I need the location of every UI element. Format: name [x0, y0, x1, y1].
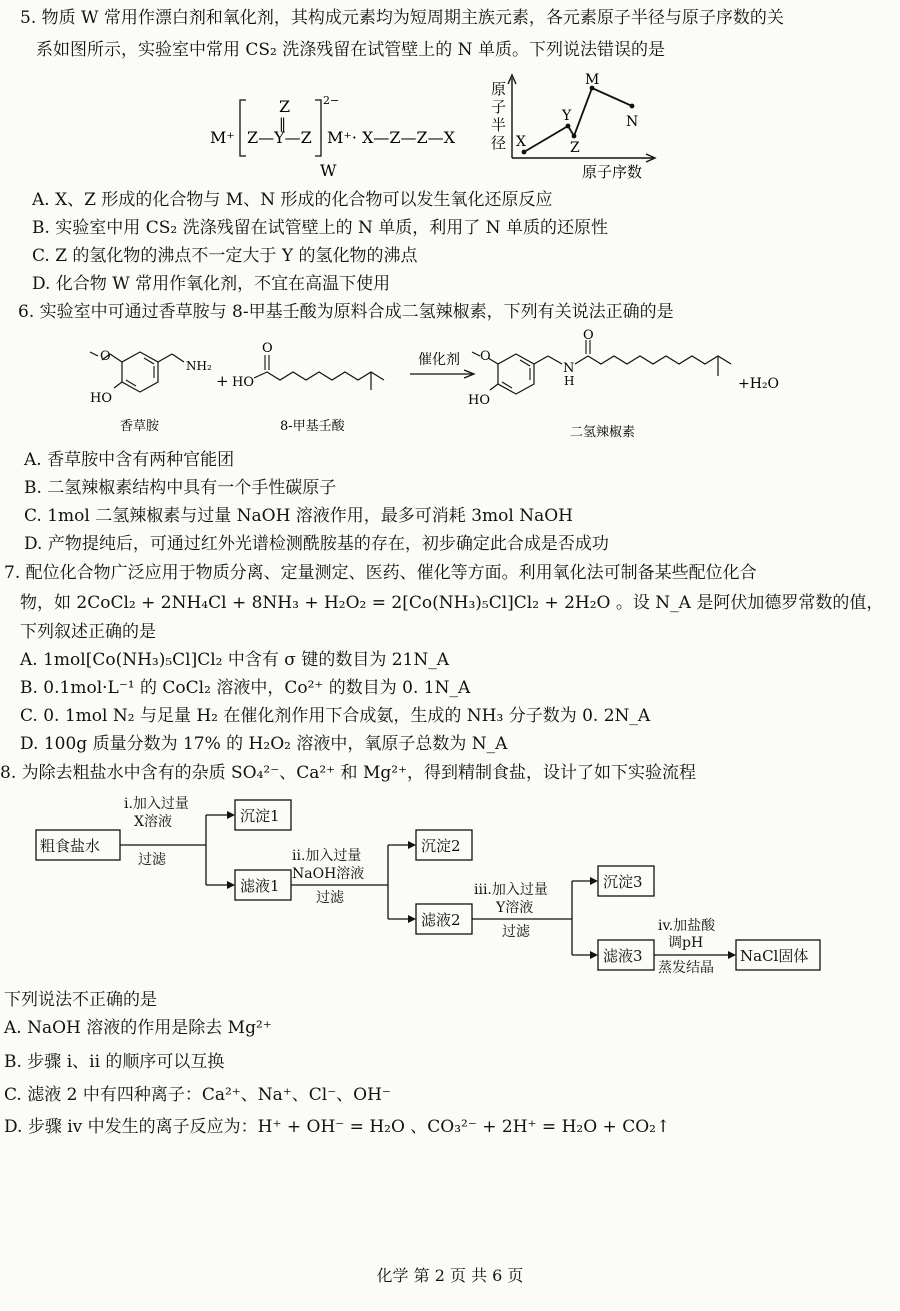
q5-point-y: Y [562, 108, 572, 124]
q5-stem-line2: 系如图所示，实验室中常用 CS₂ 洗涤残留在试管壁上的 N 单质。下列说法错误的是 [36, 40, 665, 60]
q5-point-m: M [585, 72, 600, 88]
flow-step2-b: NaOH溶液 [292, 866, 365, 882]
q5-charge: 2− [323, 94, 340, 107]
q5-graph-xlabel: 原子序数 [582, 163, 643, 181]
q6-o-2: O [583, 328, 594, 343]
flow-precipitate-1: 沉淀1 [240, 807, 280, 825]
q8-option-d: D. 步骤 iv 中发生的离子反应为：H⁺ + OH⁻ = H₂O 、CO₃²⁻ + 2H⁺ = H₂O + CO₂↑ [4, 1117, 671, 1137]
q6-ho-2: HO [232, 375, 254, 390]
q7-option-b: B. 0.1mol·L⁻¹ 的 CoCl₂ 溶液中，Co²⁺ 的数目为 0. 1N_A [20, 678, 471, 698]
q5-graph-ylabel-2: 子 [491, 98, 507, 116]
flow-step1-b: X溶液 [134, 814, 172, 830]
q5-option-d: D. 化合物 W 常用作氧化剂，不宜在高温下使用 [32, 274, 391, 294]
q7-stem-line3: 下列叙述正确的是 [20, 622, 156, 642]
q6-water: +H₂O [738, 376, 780, 392]
q6-label-product: 二氢辣椒素 [570, 425, 636, 440]
q5-w-structure [210, 86, 470, 181]
flow-step1-c: 过滤 [138, 852, 166, 868]
q5-m-plus-2: M⁺· [327, 128, 357, 147]
flow-filtrate-1: 滤液1 [240, 877, 280, 895]
flow-step2-a: ii.加入过量 [292, 848, 362, 864]
q6-catalyst: 催化剂 [418, 352, 460, 368]
q6-ho-1: HO [90, 391, 112, 406]
page-footer: 化学 第 2 页 共 6 页 [376, 1266, 524, 1285]
methylnonanoic-acid-structure [232, 341, 384, 390]
q6-option-b: B. 二氢辣椒素结构中具有一个手性碳原子 [24, 478, 337, 498]
q7-option-d: D. 100g 质量分数为 17% 的 H₂O₂ 溶液中，氧原子总数为 N_A [20, 734, 508, 754]
q5-graph-ylabel-1: 原 [491, 80, 507, 98]
q8-question: 下列说法不正确的是 [4, 990, 157, 1010]
q7-stem-line1: 7. 配位化合物广泛应用于物质分离、定量测定、医药、催化等方面。利用氧化法可制备某些配位化合 [4, 563, 757, 583]
q5-option-c: C. Z 的氢化物的沸点不一定大于 Y 的氢化物的沸点 [32, 246, 418, 266]
q6-plus: + [216, 372, 229, 390]
q5-graph-ylabel-4: 径 [491, 134, 507, 152]
q5-radius-graph [488, 70, 663, 185]
flow-filtrate-2: 滤液2 [421, 911, 461, 929]
q6-nh-h: H [564, 374, 575, 388]
flow-step3-b: Y溶液 [496, 900, 534, 916]
q8-option-b: B. 步骤 i、ii 的顺序可以互换 [4, 1052, 225, 1072]
flow-step4-a: iv.加盐酸 [658, 918, 716, 934]
q6-option-a: A. 香草胺中含有两种官能团 [24, 450, 235, 470]
q6-o-1: O [262, 341, 273, 356]
q6-option-d: D. 产物提纯后，可通过红外光谱检测酰胺基的存在，初步确定此合成是否成功 [24, 534, 609, 554]
flow-step4-b: 调pH [668, 935, 704, 951]
q8-stem: 8. 为除去粗盐水中含有的杂质 SO₄²⁻、Ca²⁺ 和 Mg²⁺，得到精制食盐，设计了如下实验流程 [0, 763, 697, 783]
q6-nh-n: N [563, 361, 575, 376]
flow-step2-c: 过滤 [316, 890, 344, 906]
flow-precipitate-2: 沉淀2 [421, 837, 461, 855]
q5-option-a: A. X、Z 形成的化合物与 M、N 形成的化合物可以发生氧化还原反应 [32, 190, 553, 210]
flow-filtrate-3: 滤液3 [603, 947, 643, 965]
q6-stem: 6. 实验室中可通过香草胺与 8-甲基壬酸为原料合成二氢辣椒素，下列有关说法正确的是 [18, 302, 674, 322]
q7-stem-line2: 物，如 2CoCl₂ + 2NH₄Cl + 8NH₃ + H₂O₂ = 2[Co(NH₃)₅Cl]Cl₂ + 2H₂O 。设 N_A 是阿伏加德罗常数的值， [20, 593, 884, 613]
vanillylamine-structure [90, 349, 212, 406]
q6-label-acid: 8-甲基壬酸 [280, 419, 345, 434]
q6-ho-3: HO [468, 393, 490, 408]
q8-option-c: C. 滤液 2 中有四种离子：Ca²⁺、Na⁺、Cl⁻、OH⁻ [4, 1085, 391, 1105]
q5-point-n: N [626, 114, 639, 130]
q5-graph-ylabel-3: 半 [491, 116, 507, 134]
flow-start-box: 粗食盐水 [40, 837, 101, 855]
q8-option-a: A. NaOH 溶液的作用是除去 Mg²⁺ [4, 1018, 272, 1038]
q6-nh2: NH₂ [186, 359, 212, 373]
flow-step4-c: 蒸发结晶 [658, 960, 714, 976]
q6-option-c: C. 1mol 二氢辣椒素与过量 NaOH 溶液作用，最多可消耗 3mol NaOH [24, 506, 573, 526]
svg-text:O: O [480, 349, 491, 364]
q5-point-z: Z [570, 140, 580, 156]
q7-option-a: A. 1mol[Co(NH₃)₅Cl]Cl₂ 中含有 σ 键的数目为 21N_A [20, 650, 450, 670]
flow-step3-a: iii.加入过量 [474, 882, 548, 898]
dihydrocapsaicin-structure [468, 328, 731, 408]
q5-double-bond: ‖ [279, 116, 286, 132]
q5-bracket-inner: Z—Y—Z [247, 128, 312, 147]
q5-label-w: W [320, 161, 337, 180]
q7-option-c: C. 0. 1mol N₂ 与足量 H₂ 在催化剂作用下合成氨，生成的 NH₃ 分子数为 0. 2N_A [20, 706, 651, 726]
q5-top-z: Z [279, 97, 291, 116]
svg-text:O: O [100, 349, 111, 364]
q6-reaction-scheme [80, 330, 800, 445]
flow-step1-a: i.加入过量 [124, 796, 189, 812]
q6-label-vanillylamine: 香草胺 [120, 419, 160, 434]
q5-stem-line1: 5. 物质 W 常用作漂白剂和氧化剂，其构成元素均为短周期主族元素，各元素原子半径与原子序数的关 [20, 8, 784, 28]
q5-point-x: X [516, 134, 526, 150]
q5-chain: X—Z—Z—X [362, 128, 456, 147]
flow-product-box: NaCl固体 [740, 947, 809, 965]
q5-m-plus: M⁺ [210, 128, 235, 147]
flow-precipitate-3: 沉淀3 [603, 873, 643, 891]
q8-flowchart [30, 790, 830, 980]
q5-option-b: B. 实验室中用 CS₂ 洗涤残留在试管壁上的 N 单质，利用了 N 单质的还原性 [32, 218, 608, 238]
flow-step3-c: 过滤 [502, 924, 530, 940]
